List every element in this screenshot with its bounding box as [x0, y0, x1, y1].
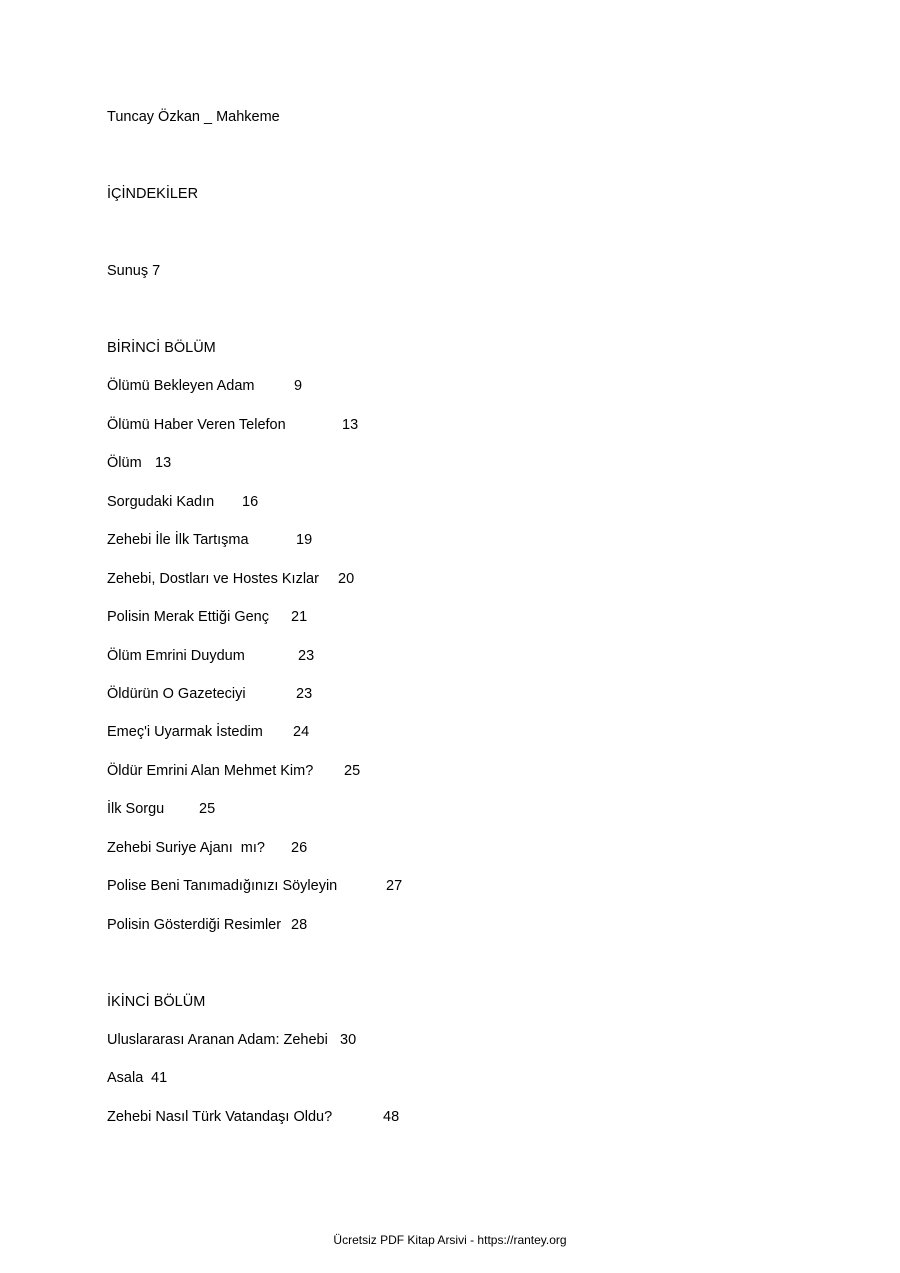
toc-entry-page: 20 — [338, 571, 355, 587]
toc-entry — [107, 916, 281, 934]
toc-entry-page: 25 — [199, 801, 216, 817]
toc-entry — [107, 570, 319, 588]
toc-entry-title: Asala — [107, 1070, 144, 1086]
toc-entry-page: 21 — [291, 609, 308, 625]
toc-entry-title: Sorgudaki Kadın — [107, 494, 215, 510]
toc-entry — [107, 416, 286, 434]
toc-entry-page: 30 — [340, 1032, 357, 1048]
toc-entry-title: Zehebi Suriye Ajanı mı? — [107, 840, 265, 856]
toc-entry-title: Zehebi, Dostları ve Hostes Kızlar — [107, 571, 319, 587]
toc-entry — [107, 608, 269, 626]
toc-entry — [107, 1108, 332, 1126]
toc-entry-page: 23 — [298, 648, 315, 664]
toc-entry-page: 19 — [296, 532, 313, 548]
toc-entry — [107, 377, 255, 395]
toc-entry-title: Öldür Emrini Alan Mehmet Kim? — [107, 763, 314, 779]
toc-entry-title: Polise Beni Tanımadığınızı Söyleyin — [107, 878, 338, 894]
page-footer: Ücretsiz PDF Kitap Arsivi - https://rantey.org — [333, 1233, 567, 1247]
toc-entry-title: Ölümü Bekleyen Adam — [107, 378, 255, 394]
toc-entry-page: 48 — [383, 1109, 400, 1125]
toc-entry-page: 27 — [386, 878, 403, 894]
toc-entry-page: 24 — [293, 724, 310, 740]
toc-entry — [107, 493, 214, 511]
toc-entry-page: 16 — [242, 494, 259, 510]
toc-entry-title: Uluslararası Aranan Adam: Zehebi — [107, 1032, 328, 1048]
toc-entry-title: İlk Sorgu — [107, 801, 165, 817]
toc-entry-page: 28 — [291, 917, 308, 933]
toc-entry — [107, 723, 263, 741]
toc-entry-title: Zehebi Nasıl Türk Vatandaşı Oldu? — [107, 1109, 333, 1125]
toc-entry — [107, 454, 142, 472]
toc-entry-title: Zehebi İle İlk Tartışma — [107, 532, 249, 548]
toc-entry-title: Öldürün O Gazeteciyi — [107, 686, 246, 702]
toc-entry — [107, 647, 245, 665]
toc-entry — [107, 685, 246, 703]
toc-entry — [107, 762, 313, 780]
toc-entry-title: Ölüm Emrini Duydum — [107, 648, 245, 664]
toc-entry-page: 41 — [151, 1070, 168, 1086]
toc-entry — [107, 800, 164, 818]
toc-preface: Sunuş 7 — [107, 263, 161, 279]
toc-entry-page: 25 — [344, 763, 361, 779]
toc-entry — [107, 1031, 328, 1049]
document-header: Tuncay Özkan _ Mahkeme — [107, 109, 280, 125]
toc-entry — [107, 839, 265, 857]
part1-heading: BİRİNCİ BÖLÜM — [107, 340, 216, 356]
toc-entry-page: 13 — [155, 455, 172, 471]
toc-entry — [107, 1069, 143, 1087]
toc-entry-page: 23 — [296, 686, 313, 702]
toc-entry-title: Ölümü Haber Veren Telefon — [107, 417, 286, 433]
toc-entry-page: 13 — [342, 417, 359, 433]
toc-entry-title: Emeç'i Uyarmak İstedim — [107, 724, 263, 740]
toc-entry — [107, 531, 249, 549]
toc-heading: İÇİNDEKİLER — [107, 186, 199, 202]
toc-entry-page: 26 — [291, 840, 308, 856]
toc-entry — [107, 877, 337, 895]
toc-entry-title: Polisin Merak Ettiği Genç — [107, 609, 269, 625]
toc-entry-title: Ölüm — [107, 455, 142, 471]
toc-entry-title: Polisin Gösterdiği Resimler — [107, 917, 282, 933]
part2-heading: İKİNCİ BÖLÜM — [107, 994, 206, 1010]
toc-entry-page: 9 — [294, 378, 303, 394]
